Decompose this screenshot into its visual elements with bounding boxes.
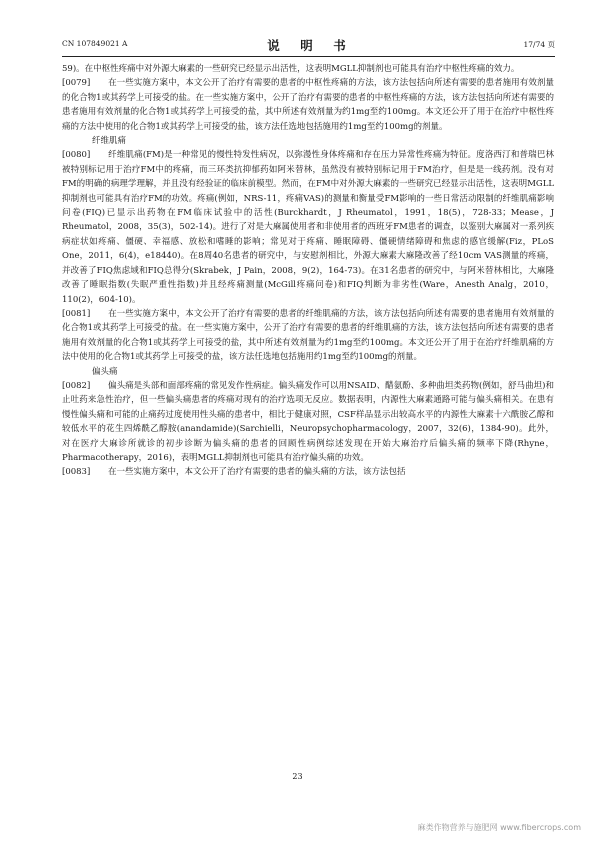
paragraph — [62, 379, 554, 465]
paragraph-text: 在一些实施方案中，本文公开了治疗有需要的患者的纤维肌痛的方法，该方法包括向所述有需要的患者施用有效剂量的化合物1或其药学上可接受的盐。在一些实施方案中，公开了治疗有需要的患者的纤维肌痛的方法，该方法包括向所述有需要的患者施用有效剂量的化合物1或其药学上可接受的盐，其中所述有效剂量为约1mg至约100mg。本文还公开了用于在治疗纤维肌痛的方法中使用的化合物1或其药学上可接受的盐，该方法任选地包括施用约1mg至约100mg的剂量。 — [62, 308, 554, 363]
paragraph-text: 59)。在中枢性疼痛中对外源大麻素的一些研究已经显示出活性，这表明MGLL抑制剂也可能具有治疗中枢性疼痛的效力。 — [62, 64, 520, 74]
watermark: 麻类作物营养与施肥网 www.fibercrops.com — [417, 823, 581, 832]
paragraph-number: [0079] — [62, 78, 91, 89]
section-heading — [62, 365, 554, 379]
section-heading-text: 偏头痛 — [92, 366, 118, 377]
page-reference: 17/74 页 — [523, 40, 555, 49]
paragraph — [62, 62, 554, 76]
page-number: 23 — [292, 772, 303, 781]
paragraph-text: 纤维肌痛(FM)是一种常见的慢性特发性病况，以弥漫性身体疼痛和存在压力异常性疼痛为特征。度洛西汀和普瑞巴林被特别标记用于治疗FM中的疼痛，而三环类抗抑郁药如阿米替林，虽然没有被特别标记用于FM治疗，但是是一线药剂。没有对FM的明确的病理学理解，并且没有经验证的临床前模型。然而，在FM中对外源大麻素的一些研究已经显示出活性，这表明MGLL抑制剂也可能具有治疗FM的功效。疼痛(例如，NRS-11，疼痛VAS)的测量和衡量受FM影响的一些日常活动限制的纤维肌痛影响问卷(FIQ)已显示出药物在FM临床试验中的活性(Burckhardt，J Rheumatol，1991，18(5)，728-33；Mease，J Rheumatol，2008，35(3)，502-14)。进行了对是大麻属使用者和非使用者的西班牙FM患者的调查，以鉴别大麻属对一系列疾病症状如疼痛、僵硬、幸福感、放松和嗜睡的影响；常见对于疼痛、睡眠障碍、僵硬情绪障碍和焦虑的感官缓解(Fiz，PLoS One，2011，6(4)，e18440)。在8周40名患者的研究中，与安慰剂相比，外源大麻素大麻隆改善了经10cm VAS测量的疼痛，并改善了FIQ焦虑域和FIQ总得分(Skrabek，J Pain，2008，9(2)，164-73)。在31名患者的研究中，与阿米替林相比，大麻隆改善了睡眠指数(失眠严重性指数)并且经疼痛测量(McGill疼痛问卷)和FIQ判断为非劣性(Ware，Anesth Analg，2010，110(2)，604-10)。 — [62, 150, 554, 305]
section-heading-text: 纤维肌痛 — [92, 136, 127, 147]
section-heading — [62, 134, 554, 148]
paragraph — [62, 76, 554, 134]
page-header — [62, 36, 555, 57]
paragraph — [62, 465, 554, 479]
paragraph-number: [0082] — [62, 380, 91, 391]
paragraph-number: [0080] — [62, 150, 91, 161]
document-title: 说 明 书 — [267, 38, 350, 53]
paragraph-text: 偏头痛是头部和面部疼痛的常见发作性病症。偏头痛发作可以用NSAID、醋氨酚、多种曲坦类药物(例如，舒马曲坦)和止吐药来急性治疗，但一些偏头痛患者的疼痛对现有的治疗选项无反应。数据表明，内源性大麻素通路可能与偏头痛相关。在患有慢性偏头痛和可能的止痛药过度使用性头痛的患者中，相比于健康对照，CSF样品显示出较高水平的内源性大麻素十六酰胺乙醇和较低水平的花生四烯酰乙醇胺(anandamide)(Sarchielli，Neuropsychopharmacology，2007，32(6)，1384-90)。此外，对在医疗大麻诊所就诊的初步诊断为偏头痛的患者的回顾性病例综述发现在开始大麻治疗后偏头痛的频率下降(Rhyne，Pharmacotherapy，2016)，表明MGLL抑制剂也可能具有治疗偏头痛的功效。 — [62, 380, 554, 463]
paragraph-number: [0083] — [62, 467, 91, 478]
paragraph-text: 在一些实施方案中，本文公开了治疗有需要的患者的偏头痛的方法，该方法包括 — [108, 467, 406, 478]
paragraph — [62, 307, 554, 365]
paragraph-text: 在一些实施方案中，本文公开了治疗有需要的患者的中枢性疼痛的方法，该方法包括向所述有需要的患者施用有效剂量的化合物1或其药学上可接受的盐。在一些实施方案中，公开了治疗有需要的患者的中枢性疼痛的方法，该方法包括向所述有需要的患者施用有效剂量的化合物1或其药学上可接受的盐，其中所述有效剂量为约1mg至约100mg。本文还公开了用于在治疗中枢性疼痛的方法中使用的化合物1或其药学上可接受的盐，该方法任选地包括施用约1mg至约100mg的剂量。 — [62, 78, 554, 132]
document-body — [62, 62, 554, 480]
paragraph — [62, 148, 554, 306]
paragraph-number: [0081] — [62, 308, 91, 319]
patent-number: CN 107849021 A — [62, 39, 128, 48]
